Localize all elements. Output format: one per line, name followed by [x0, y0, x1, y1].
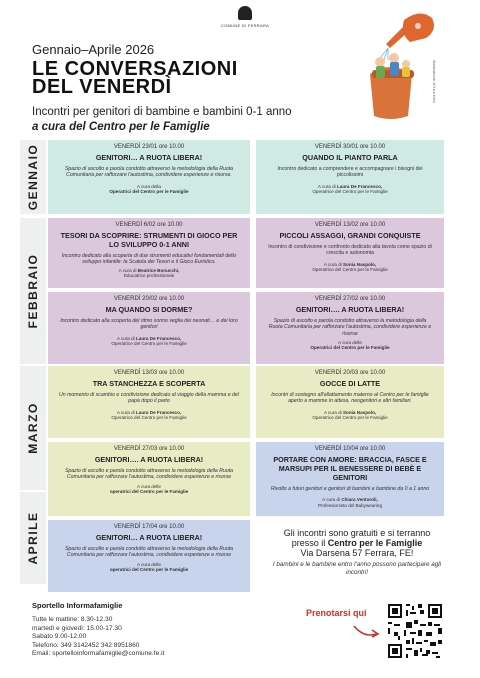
- event-date: VENERDÌ 27/03 ore 10.00: [113, 446, 185, 452]
- event-description: Un momento di scambio e condivisione dedicato al viaggio della mamma e del papà dopo il parto: [59, 392, 239, 405]
- event-title: QUANDO IL PIANTO PARLA: [302, 153, 398, 162]
- event-curator-role: Operatrice del Centro per le Famiglie: [312, 189, 388, 195]
- event-curator: Laura De Francesco,: [336, 183, 383, 189]
- event-curator: operatrici del Centro per le Famiglie: [109, 489, 189, 495]
- month-gennaio: GENNAIO: [20, 140, 46, 214]
- event-card: [256, 218, 444, 288]
- event-curator: Laura De Francesco,: [135, 335, 182, 341]
- event-curator-intro: A cura di: [322, 497, 341, 503]
- event-curator-role: Operatrice del Centro per le Famiglie: [312, 267, 388, 273]
- event-card: [48, 140, 250, 214]
- event-curator: operatrici del Centro per le Famiglie: [109, 567, 189, 573]
- org-name: COMUNE DI FERRARA: [220, 23, 270, 28]
- event-description: Spazio di ascolto e parola condotto attraverso la metodologia della Ruota Comunitaria per rafforzare l'autostima, condividere esperienze e risorse: [64, 546, 234, 559]
- month-febbraio: FEBBRAIO: [20, 218, 46, 364]
- event-description: Incontri di sostegno all'allattamento materno al Centro per le famiglie aperto a mamme in attesa, neogenitori e altri familiari.: [271, 392, 429, 405]
- event-description: Spazio di ascolto e parola condotto attraverso la metodologia della Ruota Comunitaria per rafforzare l'autostima, condividere esperienze e risorse.: [64, 166, 234, 179]
- info-address: Via Darsena 57 Ferrara, FE!: [300, 548, 414, 558]
- event-card: [256, 442, 444, 516]
- event-card: [48, 292, 250, 364]
- event-curator-role: Operatrice del Centro per le Famiglie: [111, 341, 187, 347]
- event-curator-intro: A cura di: [118, 267, 137, 273]
- event-date: VENERDÌ 23/01 ore 10.00: [113, 144, 185, 150]
- event-title: GENITORI…. A RUOTA LIBERA!: [94, 455, 204, 464]
- event-date: VENERDÌ 17/04 ore 10.00: [113, 524, 185, 530]
- event-curator-role: Operatrice del Centro per le Famiglie: [111, 415, 187, 421]
- event-title: GOCCE DI LATTE: [319, 379, 381, 388]
- info-note: I bambini e le bambine entro l'anno possono partecipare agli incontri!: [272, 561, 442, 576]
- month-aprile: APRILE: [20, 492, 46, 584]
- event-curator: Laura De Francesco,: [135, 409, 182, 415]
- qr-code[interactable]: [386, 602, 444, 660]
- subtitle: Incontri per genitori di bambine e bambini 0-1 anno: [32, 106, 292, 118]
- event-curator-intro: A cura di: [317, 183, 336, 189]
- event-date: VENERDÌ 27/02 ore 10.00: [314, 296, 386, 302]
- hours-line: Sabato 9.00-12.00: [32, 633, 87, 641]
- contact-hours: [32, 616, 164, 659]
- hours-line: martedì e giovedì: 15.00-17.30: [32, 624, 122, 632]
- event-title: TRA STANCHEZZA E SCOPERTA: [92, 379, 206, 388]
- crest-icon: [238, 6, 252, 20]
- info-line-free: Gli incontri sono gratuiti e si terranno: [283, 528, 431, 538]
- event-date: VENERDÌ 10/04 ore 10.00: [314, 446, 386, 452]
- event-title: GENITORI… A RUOTA LIBERA!: [95, 533, 203, 542]
- comune-logo: [220, 6, 270, 28]
- arrow-icon: [352, 622, 382, 642]
- event-curator-intro: A cura di: [116, 409, 135, 415]
- event-date: VENERDÌ 13/03 ore 10.00: [113, 370, 185, 376]
- info-venue: Centro per le Famiglie: [327, 538, 423, 548]
- sportello-heading: Sportello Informafamiglie: [32, 601, 123, 610]
- illustration-credit: illustrazione di luca boni: [432, 60, 437, 103]
- title-line-2: DEL VENERDÌ: [32, 76, 172, 98]
- event-curator-intro: A cura di: [116, 335, 135, 341]
- event-description: Spazio di ascolto e parola condotto attraverso la metodologia della Ruota Comunitaria per rafforzare l'autostima, condividere esperienze e risorse: [268, 318, 432, 337]
- event-curator-intro: A cura della: [136, 183, 161, 189]
- event-description: Incontro di condivisione e confronto dedicato alla tavola come spazio di crescita e autonomia: [268, 244, 432, 257]
- event-title: PICCOLI ASSAGGI, GRANDI CONQUISTE: [279, 231, 421, 240]
- event-description: Incontro dedicato alla scoperta del ritmo sonno veglia dei neonati… e dei loro genitori: [60, 318, 238, 331]
- location-info: [272, 528, 442, 577]
- event-card: [256, 292, 444, 364]
- event-title: GENITORI…. A RUOTA LIBERA!: [295, 305, 405, 314]
- event-curator-intro: A cura delle: [136, 483, 161, 489]
- event-title: GENITORI… A RUOTA LIBERA!: [95, 153, 203, 162]
- event-curator: Beatrice Bonucchi,: [137, 267, 180, 273]
- event-date: VENERDÌ 13/02 ore 10.00: [314, 222, 386, 228]
- month-marzo: MARZO: [20, 366, 46, 490]
- event-card: [256, 140, 444, 214]
- event-description: Incontro dedicato a comprendere e accompagnare i bisogni dei piccolissimi: [277, 166, 423, 179]
- email-line[interactable]: Email: sportelloinformafamiglie@comune.fe.it: [32, 650, 165, 658]
- event-curator: Chiara Venturoli,: [341, 497, 378, 503]
- date-range: Gennaio–Aprile 2026: [32, 42, 155, 57]
- event-curator-intro: A cura di: [323, 261, 342, 267]
- event-date: VENERDÌ 20/03 ore 10.00: [314, 370, 386, 376]
- event-card: [48, 218, 250, 288]
- event-curator: Operatrici del Centro per le Famiglie: [310, 345, 390, 351]
- info-line-presso: presso il: [291, 538, 326, 548]
- event-curator-role: Professionista del Babywearing: [317, 502, 383, 508]
- event-description: Rivolto a futuri genitori e genitori di bambini e bambine da 0 a 1 anno: [270, 486, 430, 492]
- page-title: [32, 60, 238, 96]
- event-description: Spazio di ascolto e parola condotto attraverso la metodologia della Ruota Comunitaria per rafforzare l'autostima, condividere esperienze e risorse: [64, 468, 234, 481]
- event-title: PORTARE CON AMORE: BRACCIA, FASCE E MARSUPI PER IL BENESSERE DI BEBÈ E GENITORI: [273, 455, 427, 482]
- family-watering-can-illustration: [350, 4, 442, 124]
- event-title: MA QUANDO SI DORME?: [105, 305, 193, 314]
- event-curator-intro: A cura delle: [136, 561, 161, 567]
- event-card: [48, 442, 250, 516]
- event-curator-intro: A cura di: [323, 409, 342, 415]
- event-curator: Sonia Naspolo,: [342, 409, 377, 415]
- event-curator-role: Operatrice del Centro per le Famiglie: [312, 415, 388, 421]
- event-curator-intro: A cura delle: [337, 339, 362, 345]
- event-curator-role: Educatrice professionale: [123, 273, 175, 279]
- booking-label: Prenotarsi qui: [306, 608, 367, 618]
- subtitle-organizer: a cura del Centro per le Famiglie: [32, 121, 210, 133]
- event-date: VENERDÌ 20/02 ore 10.00: [113, 296, 185, 302]
- hours-line: Tutte le mattine: 8.30-12.30: [32, 616, 113, 623]
- event-card: [48, 366, 250, 438]
- event-date: VENERDÌ 30/01 ore 10.00: [314, 144, 386, 150]
- event-curator: Sonia Naspolo,: [342, 261, 377, 267]
- event-date: VENERDÌ 6/02 ore 10.00: [115, 222, 183, 228]
- event-description: Incontro dedicato alla scoperta di due strumenti educativi fondamentali dello sviluppo infantile: la Scatola dei Tesori e il Gioco Euristico.: [61, 253, 237, 266]
- phone-line: Telefono: 349 3142452 342 8951860: [32, 641, 140, 649]
- event-title: TESORI DA SCOPRIRE: STRUMENTI DI GIOCO PER LO SVILUPPO 0-1 ANNI: [60, 231, 238, 249]
- event-card: [48, 520, 250, 592]
- event-curator: Operatrici del Centro per le Famiglie: [109, 189, 189, 195]
- title-line-1: LE CONVERSAZIONI: [32, 58, 238, 80]
- event-card: [256, 366, 444, 438]
